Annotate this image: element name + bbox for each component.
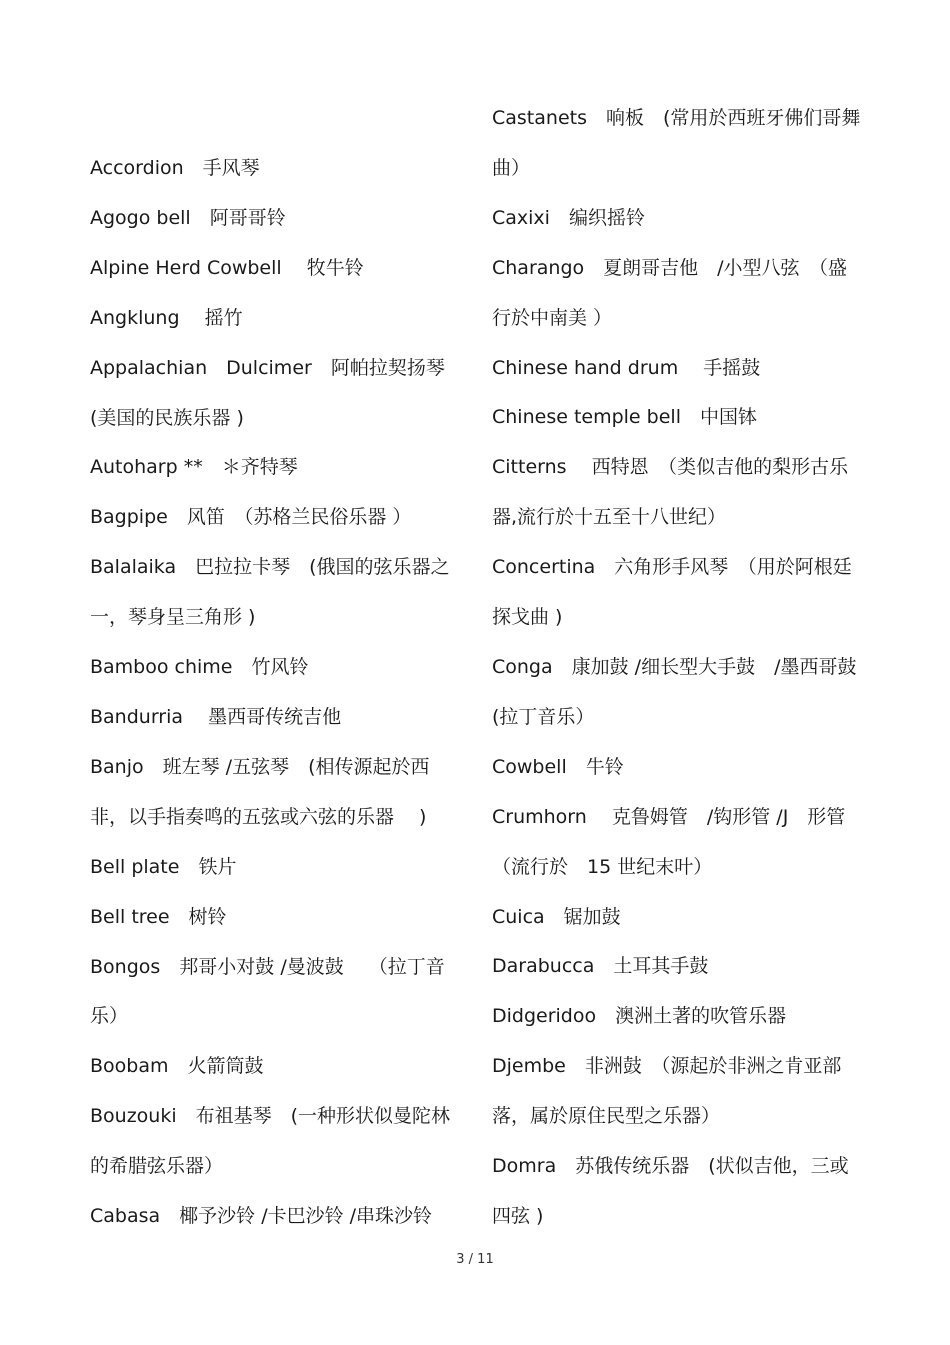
instrument-entry: Crumhorn 克鲁姆管 /钩形管 /J 形管（流行於 15 世纪末叶）: [492, 805, 846, 878]
instrument-entry: Bell tree 树铃: [90, 905, 227, 928]
instrument-entry: Banjo 班左琴 /五弦琴 (相传源起於西非，以手指奏鸣的五弦或六弦的乐器 ): [90, 755, 430, 828]
instrument-entry: Djembe 非洲鼓 （源起於非洲之肯亚部落，属於原住民型之乐器）: [492, 1055, 842, 1128]
instrument-entry: Cabasa 椰予沙铃 /卡巴沙铃 /串珠沙铃: [90, 1205, 433, 1228]
instrument-entry: Appalachian Dulcimer 阿帕拉契扬琴 (美国的民族乐器 ): [90, 356, 445, 429]
instrument-entry: Bagpipe 风笛 （苏格兰民俗乐器 ）: [90, 506, 412, 529]
instrument-entry: Bongos 邦哥小对鼓 /曼波鼓 （拉丁音乐）: [90, 955, 445, 1028]
instrument-entry: Alpine Herd Cowbell 牧牛铃: [90, 256, 364, 279]
instrument-entry: Bamboo chime 竹风铃: [90, 656, 309, 679]
instrument-entry: Chinese hand drum 手摇鼓: [492, 356, 761, 379]
instrument-entry: Bandurria 墨西哥传统吉他: [90, 705, 342, 728]
instrument-entry: Darabucca 土耳其手鼓: [492, 955, 709, 978]
instrument-entry: Cowbell 牛铃: [492, 755, 624, 778]
left-column: [90, 144, 465, 1242]
instrument-entry: Charango 夏朗哥吉他 /小型八弦 （盛行於中南美 ）: [492, 256, 848, 329]
instrument-entry: Castanets 响板 (常用於西班牙佛们哥舞曲）: [492, 107, 861, 179]
instrument-entry: Chinese temple bell 中国钵: [492, 406, 757, 429]
instrument-entry: Accordion 手风琴: [90, 157, 260, 179]
instrument-entry: Bell plate 铁片: [90, 855, 237, 878]
instrument-entry: Angklung 摇竹: [90, 306, 243, 329]
instrument-entry: Concertina 六角形手风琴 （用於阿根廷探戈曲 ): [492, 556, 852, 629]
instrument-entry: Caxixi 编织摇铃: [492, 206, 645, 229]
right-column: [492, 94, 864, 1242]
instrument-entry: Bouzouki 布祖基琴 (一种形状似曼陀林的希腊弦乐器）: [90, 1105, 451, 1178]
instrument-entry: Citterns 西特恩 （类似吉他的梨形古乐器,流行於十五至十八世纪）: [492, 456, 849, 529]
instrument-entry: Balalaika 巴拉拉卡琴 (俄国的弦乐器之一，琴身呈三角形 ): [90, 556, 450, 629]
instrument-entry: Cuica 锯加鼓: [492, 905, 621, 928]
instrument-entry: Didgeridoo 澳洲土著的吹管乐器: [492, 1005, 787, 1028]
instrument-entry: Domra 苏俄传统乐器 (状似吉他，三或四弦 ): [492, 1155, 849, 1227]
page-number: 3 / 11: [456, 1252, 494, 1267]
instrument-entry: Boobam 火箭筒鼓: [90, 1055, 264, 1078]
instrument-entry: Agogo bell 阿哥哥铃: [90, 206, 286, 229]
instrument-entry: Conga 康加鼓 /细长型大手鼓 /墨西哥鼓 (拉丁音乐）: [492, 655, 857, 728]
instrument-entry: Autoharp ** ＊齐特琴: [90, 456, 298, 479]
